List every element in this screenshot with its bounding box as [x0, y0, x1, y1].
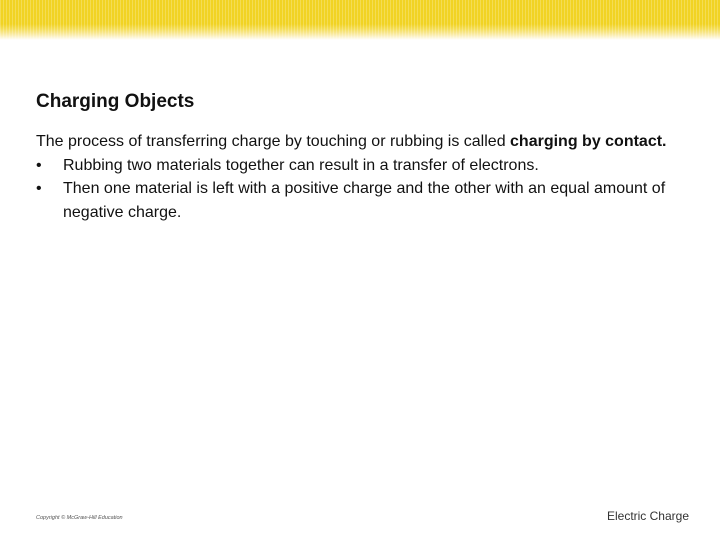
intro-paragraph: [36, 130, 686, 154]
slide-body: [36, 130, 686, 224]
bullet-list: [36, 154, 686, 225]
bullet-icon: •: [36, 156, 42, 174]
header-band: [0, 0, 720, 40]
copyright-notice: Copyright © McGraw-Hill Education: [36, 515, 123, 521]
list-item: [36, 177, 686, 224]
bullet-text: Rubbing two materials together can result in a transfer of electrons.: [63, 156, 539, 174]
footer-section-title: Electric Charge: [606, 509, 689, 523]
bullet-icon: •: [36, 180, 42, 197]
slide-title: Charging Objects: [36, 91, 195, 112]
intro-emphasis: charging by contact.: [510, 133, 667, 150]
intro-text: The process of transferring charge by touching or rubbing is called: [36, 133, 511, 150]
list-item: [36, 154, 686, 178]
bullet-text: Then one material is left with a positive charge and the other with an equal amount of negative charge.: [63, 180, 666, 221]
